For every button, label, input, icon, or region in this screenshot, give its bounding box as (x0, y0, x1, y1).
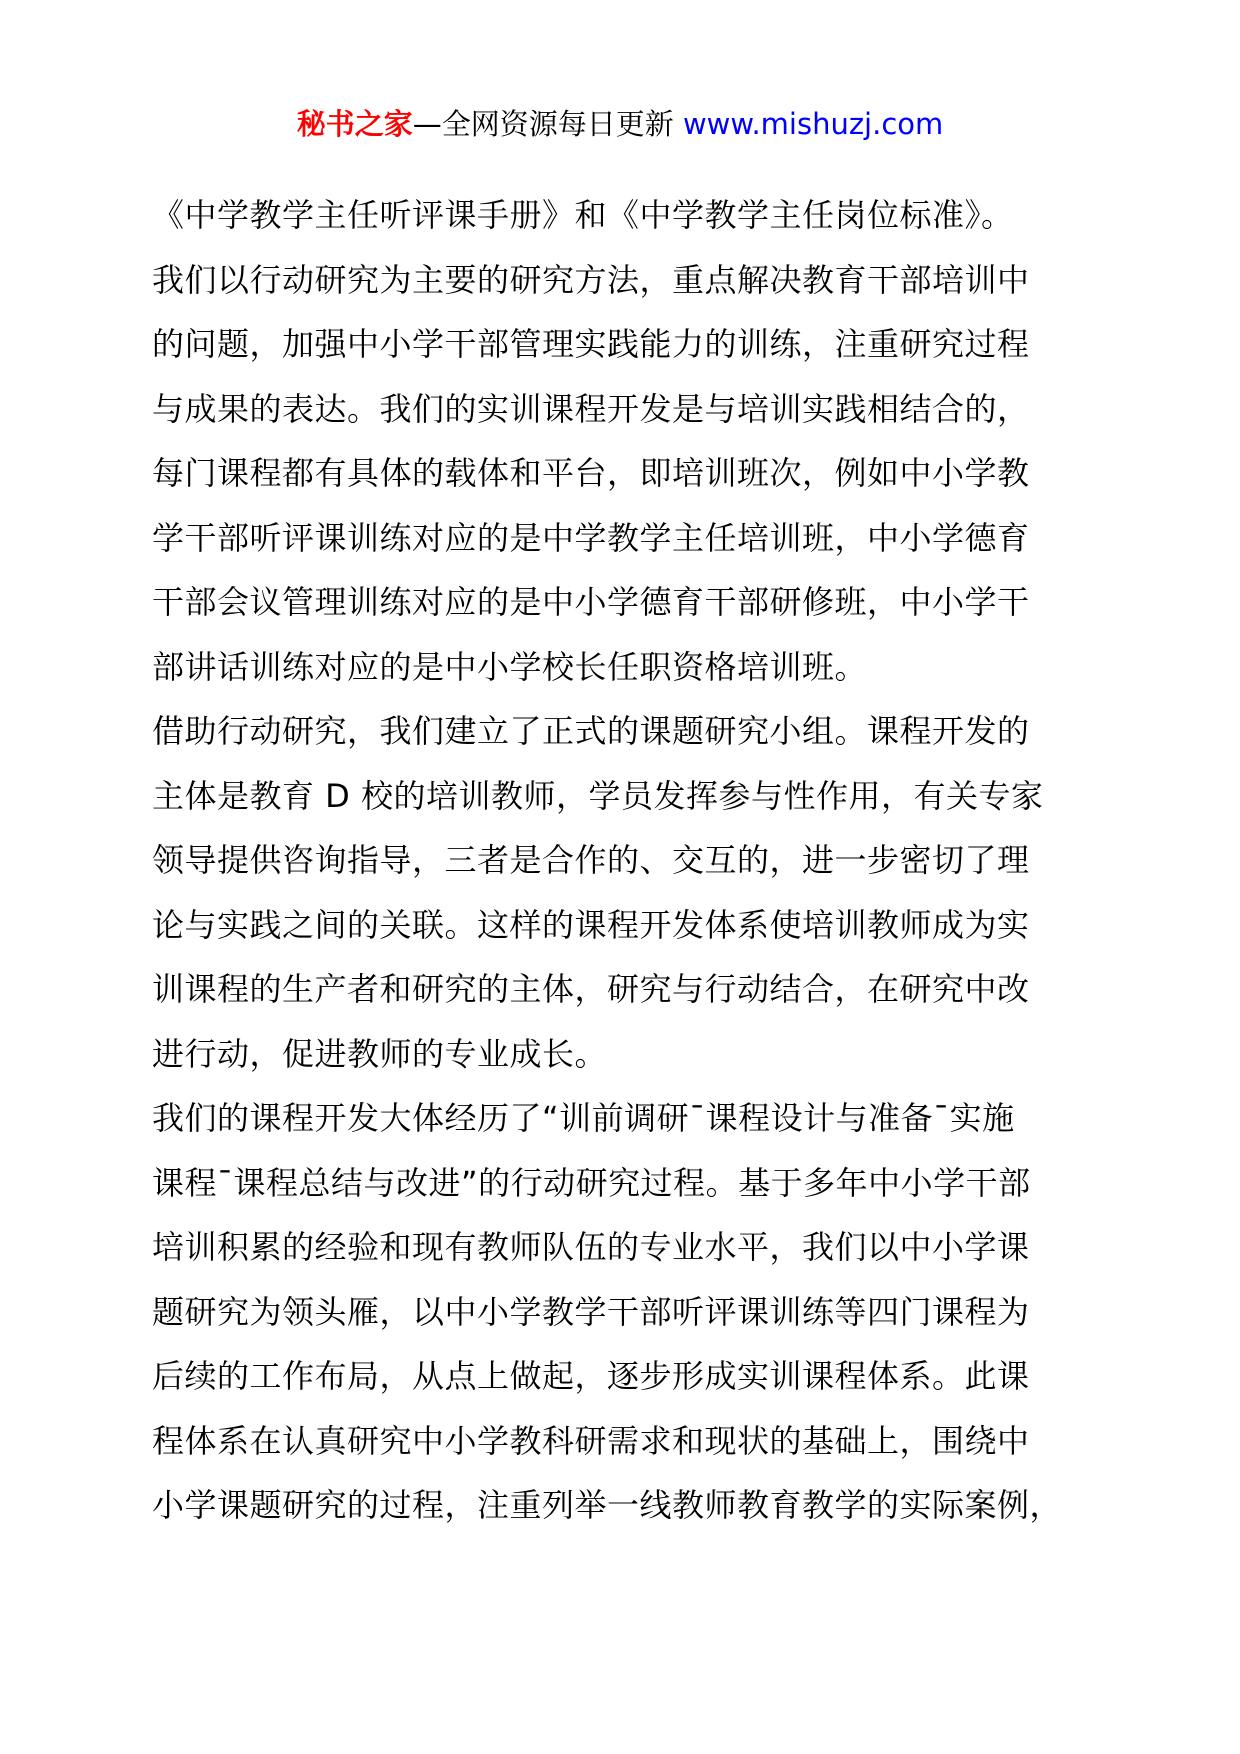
text-line: 培训积累的经验和现有教师队伍的专业水平，我们以中小学课 (152, 1228, 1030, 1266)
text-line: 题研究为领头雁，以中小学教学干部听评课训练等四门课程为 (152, 1292, 1030, 1331)
text-line: 主体是教育 D 校的培训教师，学员发挥参与性作用，有关专家 (152, 776, 1044, 815)
text-line: 借助行动研究，我们建立了正式的课题研究小组。课程开发的 (152, 712, 1030, 750)
text-line: 领导提供咨询指导，三者是合作的、交互的，进一步密切了理 (152, 841, 1030, 879)
document-body (152, 183, 1112, 1538)
text-line: 论与实践之间的关联。这样的课程开发体系使培训教师成为实 (152, 905, 1030, 944)
text-line: 干部会议管理训练对应的是中小学德育干部研修班，中小学干 (152, 583, 1030, 621)
text-line: 学干部听评课训练对应的是中学教学主任培训班，中小学德育 (152, 518, 1030, 557)
text-line: 与成果的表达。我们的实训课程开发是与培训实践相结合的， (152, 389, 1030, 428)
brand-name: 秘书之家 (296, 107, 413, 141)
site-url-link[interactable]: www.mishuzj.com (682, 107, 944, 141)
text-line: 《中学教学主任听评课手册》和《中学教学主任岗位标准》。 (152, 196, 1014, 234)
header-tagline: —全网资源每日更新 (412, 107, 683, 141)
text-line: 我们以行动研究为主要的研究方法，重点解决教育干部培训中 (152, 260, 1030, 299)
text-line: 进行动，促进教师的专业成长。 (152, 1034, 608, 1073)
text-line: 训课程的生产者和研究的主体，研究与行动结合，在研究中改 (152, 970, 1030, 1008)
text-line: 我们的课程开发大体经历了“训前调研¯课程设计与准备¯实施 (152, 1099, 1015, 1137)
text-line: 程体系在认真研究中小学教科研需求和现状的基础上，围绕中 (152, 1421, 1030, 1460)
text-line: 小学课题研究的过程，注重列举一线教师教育教学的实际案例， (152, 1486, 1063, 1524)
text-line: 课程¯课程总结与改进”的行动研究过程。基于多年中小学干部 (152, 1163, 1031, 1202)
text-line: 每门课程都有具体的载体和平台，即培训班次，例如中小学教 (152, 454, 1030, 492)
text-line: 后续的工作布局，从点上做起，逐步形成实训课程体系。此课 (152, 1357, 1030, 1395)
text-line: 的问题，加强中小学干部管理实践能力的训练，注重研究过程 (152, 325, 1030, 363)
page-header (0, 102, 1240, 146)
text-line: 部讲话训练对应的是中小学校长任职资格培训班。 (152, 647, 868, 686)
